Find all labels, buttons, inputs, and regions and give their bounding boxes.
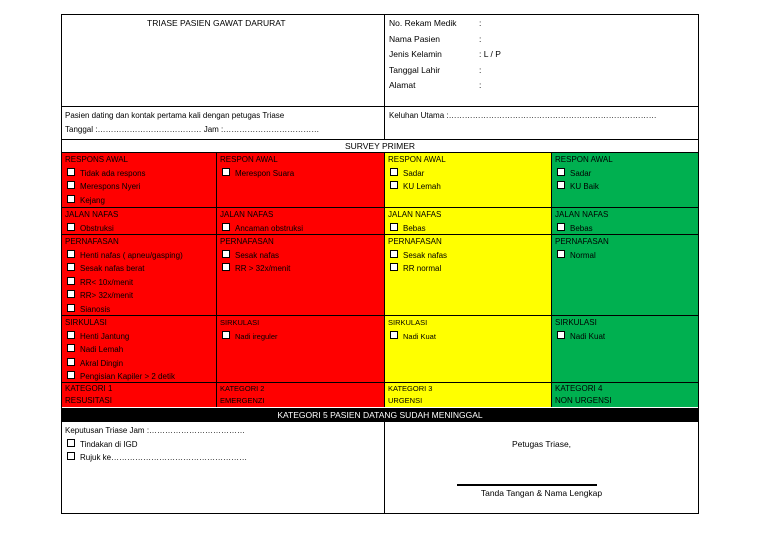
col1-respons xyxy=(62,153,216,207)
category-label: KATEGORI 4 xyxy=(555,384,603,393)
checkbox-item[interactable] xyxy=(65,357,213,371)
checkbox-item[interactable] xyxy=(65,343,213,357)
checkbox-item[interactable] xyxy=(220,330,381,344)
checkbox[interactable] xyxy=(390,168,398,176)
category-5-bar: KATEGORI 5 PASIEN DATANG SUDAH MENINGGAL xyxy=(62,408,698,422)
checkbox[interactable] xyxy=(557,223,565,231)
triage-form xyxy=(61,14,699,514)
checkbox-label: Rujuk ke…………………………………………… xyxy=(80,453,248,462)
field-alamat xyxy=(389,79,689,95)
checkbox-label: KU Lemah xyxy=(403,182,441,191)
checkbox[interactable] xyxy=(67,452,75,460)
checkbox-item[interactable] xyxy=(65,330,213,344)
checkbox-label: Akral Dingin xyxy=(80,358,124,368)
checkbox-item[interactable] xyxy=(65,289,213,303)
checkbox[interactable] xyxy=(390,181,398,189)
checkbox[interactable] xyxy=(67,181,75,189)
field-jenis-kelamin xyxy=(389,48,689,64)
checkbox-label: Nadi Kuat xyxy=(403,331,436,341)
checkbox-label: Sianosis xyxy=(80,304,111,314)
checkbox-item[interactable] xyxy=(555,330,695,344)
section-title: PERNAFASAN xyxy=(388,237,442,246)
triage-decision xyxy=(65,424,380,465)
col4-sirkulasi xyxy=(552,316,698,382)
checkbox-label: Pengisian Kapiler > 2 detik xyxy=(80,372,175,381)
col4-kategori xyxy=(552,383,698,407)
checkbox-label: Ancaman obstruksi xyxy=(235,223,304,233)
col3-respons xyxy=(385,153,551,207)
checkbox[interactable] xyxy=(67,304,75,312)
checkbox-item[interactable] xyxy=(65,276,213,290)
section-title: JALAN NAFAS xyxy=(388,210,442,219)
divider xyxy=(62,106,698,107)
checkbox[interactable] xyxy=(390,331,398,339)
col2-respons xyxy=(217,153,384,207)
checkbox-label: RR> 32x/menit xyxy=(80,291,134,300)
section-title: PERNAFASAN xyxy=(555,237,609,246)
field-label: Alamat xyxy=(389,80,416,90)
checkbox-item[interactable] xyxy=(555,180,695,194)
checkbox-item[interactable] xyxy=(65,222,213,235)
signature-label: Tanda Tangan & Nama Lengkap xyxy=(480,488,603,498)
checkbox-label: Tidak ada respons xyxy=(80,168,146,178)
checkbox[interactable] xyxy=(557,331,565,339)
col4-jalan-nafas xyxy=(552,208,698,234)
checkbox-item[interactable] xyxy=(65,438,380,452)
field-label: No. Rekam Medik xyxy=(389,18,457,28)
checkbox[interactable] xyxy=(557,181,565,189)
field-value[interactable]: : xyxy=(479,18,482,28)
checkbox-item[interactable] xyxy=(65,180,213,194)
checkbox-item[interactable] xyxy=(65,262,213,276)
checkbox-label: KU Baik xyxy=(570,182,599,191)
section-title: JALAN NAFAS xyxy=(555,210,609,219)
checkbox[interactable] xyxy=(222,331,230,339)
checkbox[interactable] xyxy=(390,250,398,258)
checkbox[interactable] xyxy=(390,223,398,231)
checkbox-label: RR normal xyxy=(403,264,442,273)
col1-jalan-nafas xyxy=(62,208,216,234)
checkbox[interactable] xyxy=(222,223,230,231)
checkbox[interactable] xyxy=(67,168,75,176)
col4-respons xyxy=(552,153,698,207)
checkbox-label: Bebas xyxy=(403,223,426,233)
checkbox-item[interactable] xyxy=(388,222,548,235)
category-label: KATEGORI 3 xyxy=(388,384,433,393)
checkbox-item[interactable] xyxy=(65,249,213,263)
col1-sirkulasi xyxy=(62,316,216,382)
checkbox[interactable] xyxy=(67,331,75,339)
section-title: RESPON AWAL xyxy=(555,155,613,164)
checkbox-label: Nadi Kuat xyxy=(570,331,606,341)
checkbox-item[interactable] xyxy=(65,370,213,382)
field-value[interactable]: : xyxy=(479,33,482,44)
checkbox-label: RR > 32x/menit xyxy=(235,264,291,273)
checkbox-label: Merespons Nyeri xyxy=(80,182,141,191)
checkbox-item[interactable] xyxy=(220,222,381,235)
field-nama-pasien xyxy=(389,33,689,49)
checkbox[interactable] xyxy=(67,358,75,366)
checkbox-label: Henti nafas ( apneu/gasping) xyxy=(80,250,183,260)
checkbox-label: Nadi ireguler xyxy=(235,331,278,341)
field-rekam-medik xyxy=(389,17,689,33)
category-name: NON URGENSI xyxy=(555,396,612,405)
field-value[interactable]: : L / P xyxy=(479,49,501,59)
checkbox-label: Sesak nafas xyxy=(403,250,448,260)
field-label: Jenis Kelamin xyxy=(389,49,442,59)
col2-jalan-nafas xyxy=(217,208,384,234)
form-title: TRIASE PASIEN GAWAT DARURAT xyxy=(147,18,286,28)
category-label: KATEGORI 2 xyxy=(220,384,265,393)
field-label: Nama Pasien xyxy=(389,33,441,44)
checkbox-item[interactable] xyxy=(220,262,381,276)
section-title: SIRKULASI xyxy=(555,318,597,327)
category-name: EMERGENZI xyxy=(220,396,265,405)
header-divider xyxy=(384,15,385,139)
checkbox-item[interactable] xyxy=(555,222,695,235)
checkbox[interactable] xyxy=(67,439,75,447)
checkbox[interactable] xyxy=(67,223,75,231)
checkbox-label: Kejang xyxy=(80,195,105,205)
checkbox-item[interactable] xyxy=(555,167,695,181)
checkbox[interactable] xyxy=(67,344,75,352)
col4-pernafasan xyxy=(552,235,698,315)
section-title: SIRKULASI xyxy=(388,318,428,327)
col3-kategori xyxy=(385,383,551,407)
checkbox[interactable] xyxy=(222,168,230,176)
officer-label: Petugas Triase, xyxy=(511,439,572,449)
checkbox-label: Nadi Lemah xyxy=(80,345,124,354)
section-title: RESPON AWAL xyxy=(220,155,278,164)
checkbox-item[interactable] xyxy=(388,249,548,263)
checkbox[interactable] xyxy=(390,263,398,271)
checkbox-item[interactable] xyxy=(388,167,548,181)
category-label: KATEGORI 1 xyxy=(65,384,113,393)
checkbox[interactable] xyxy=(67,277,75,285)
checkbox-label: Henti Jantung xyxy=(80,331,130,341)
checkbox-item[interactable] xyxy=(220,167,381,181)
checkbox[interactable] xyxy=(67,195,75,203)
checkbox[interactable] xyxy=(67,371,75,379)
checkbox-label: Sesak nafas xyxy=(235,250,280,260)
checkbox-item[interactable] xyxy=(65,194,213,208)
field-label: Tanggal Lahir xyxy=(389,64,441,75)
field-value[interactable]: : xyxy=(479,80,482,90)
category-name: RESUSITASI xyxy=(65,396,112,405)
section-title: PERNAFASAN xyxy=(220,237,274,246)
checkbox-label: Normal xyxy=(570,250,596,260)
section-title: JALAN NAFAS xyxy=(65,210,119,219)
arrival-date-time[interactable]: Tanggal :………………………………… Jam :……………………………… xyxy=(65,125,320,134)
checkbox-label: Obstruksi xyxy=(80,223,114,233)
checkbox[interactable] xyxy=(557,250,565,258)
decision-title[interactable]: Keputusan Triase Jam :……………………………… xyxy=(65,426,246,435)
signature-line xyxy=(457,484,597,486)
checkbox-label: Merespon Suara xyxy=(235,168,295,178)
checkbox-label: RR< 10x/menit xyxy=(80,277,134,287)
checkbox[interactable] xyxy=(67,290,75,298)
field-value[interactable]: : xyxy=(479,64,482,75)
arrival-line-1: Pasien dating dan kontak pertama kali dengan petugas Triase xyxy=(65,111,285,120)
section-title: SIRKULASI xyxy=(220,318,260,327)
bottom-divider xyxy=(384,422,385,514)
checkbox-label: Sadar xyxy=(403,168,425,178)
chief-complaint[interactable]: Keluhan Utama :…………………………………………………………………… xyxy=(389,111,657,120)
col1-kategori xyxy=(62,383,216,407)
checkbox-item[interactable] xyxy=(388,262,548,276)
checkbox[interactable] xyxy=(557,168,565,176)
col3-sirkulasi xyxy=(385,316,551,382)
col1-pernafasan xyxy=(62,235,216,315)
triage-grid xyxy=(62,153,698,407)
checkbox-item[interactable] xyxy=(388,330,548,344)
col3-pernafasan xyxy=(385,235,551,315)
checkbox-label: Bebas xyxy=(570,223,593,233)
checkbox-item[interactable] xyxy=(65,303,213,316)
field-tanggal-lahir xyxy=(389,64,689,80)
section-title: RESPON AWAL xyxy=(388,155,446,164)
checkbox-item[interactable] xyxy=(555,249,695,263)
checkbox-item[interactable] xyxy=(220,249,381,263)
survey-title: SURVEY PRIMER xyxy=(344,141,416,151)
checkbox-label: Sadar xyxy=(570,168,592,178)
col2-kategori xyxy=(217,383,384,407)
patient-fields xyxy=(389,17,689,95)
section-title: RESPONS AWAL xyxy=(65,155,128,164)
checkbox-item[interactable] xyxy=(65,167,213,181)
checkbox[interactable] xyxy=(67,250,75,258)
checkbox[interactable] xyxy=(222,250,230,258)
col2-pernafasan xyxy=(217,235,384,315)
section-title: PERNAFASAN xyxy=(65,237,119,246)
checkbox-item[interactable] xyxy=(65,451,380,465)
col2-sirkulasi xyxy=(217,316,384,382)
checkbox[interactable] xyxy=(67,263,75,271)
section-title: SIRKULASI xyxy=(65,318,107,327)
checkbox-item[interactable] xyxy=(388,180,548,194)
section-title: JALAN NAFAS xyxy=(220,210,274,219)
col3-jalan-nafas xyxy=(385,208,551,234)
checkbox[interactable] xyxy=(222,263,230,271)
checkbox-label: Sesak nafas berat xyxy=(80,264,145,273)
category-name: URGENSI xyxy=(388,396,423,405)
checkbox-label: Tindakan di IGD xyxy=(80,439,138,449)
